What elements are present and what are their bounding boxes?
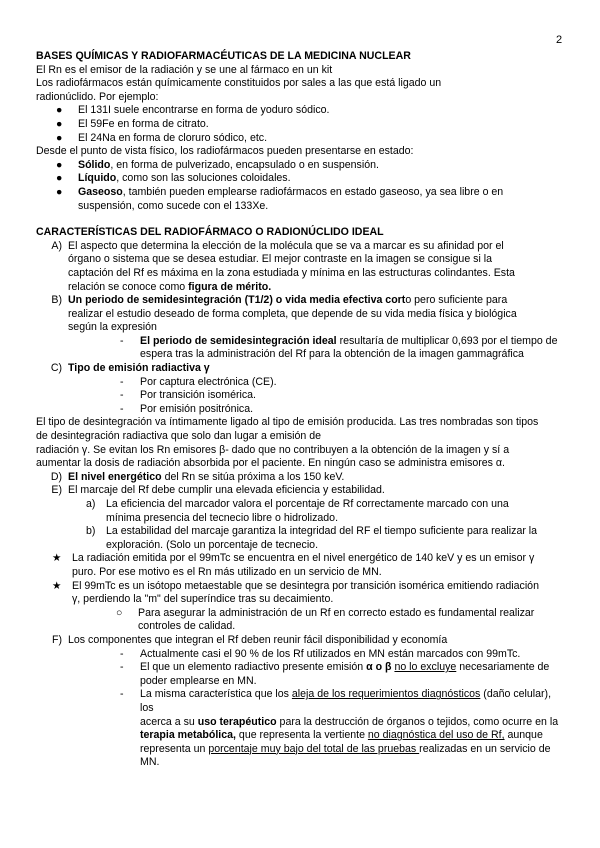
list-item: ★ El 99mTc es un isótopo metaestable que se desintegra por transición isomérica emitiendo radiación γ, perdiendo la "m" del superíndice tras su decaimiento.: [52, 579, 539, 606]
section-title-bases: BASES QUÍMICAS Y RADIOFARMACÉUTICAS DE LA MEDICINA NUCLEAR: [36, 50, 411, 62]
bullet-icon: ●: [56, 172, 63, 185]
section-title-caracteristicas: CARACTERÍSTICAS DEL RADIOFÁRMACO O RADIONÚCLIDO IDEAL: [36, 226, 384, 239]
dash-icon: -: [120, 647, 124, 660]
dash-icon: -: [120, 661, 124, 674]
list-item: ● Sólido, en forma de pulverizado, encapsulado o en suspensión.: [56, 158, 379, 171]
list-item-e: E) El marcaje del Rf debe cumplir una elevada eficiencia y estabilidad.: [51, 484, 385, 497]
list-item-a: A) El aspecto que determina la elección de la molécula que se va a marcar es su afinidad por el órgano o sistema que se desea estudiar. El mejor contraste en la imagen se consigue si la captación del Rf es máxima en la zona estudiada y mínima en las estructuras colindantes. Esta relación se conoce como figura de mérito.: [51, 239, 515, 293]
list-item: - Actualmente casi el 90 % de los Rf utilizados en MN están marcados con 99mTc.: [120, 647, 521, 660]
paragraph: El Rn es el emisor de la radiación y se une al fármaco en un kit: [36, 63, 333, 76]
list-item-c: C) Tipo de emisión radiactiva γ: [50, 362, 210, 375]
bullet-icon: ●: [56, 104, 63, 117]
paragraph: radiación γ. Se evitan los Rn emisores β- dado que no contribuyen a la obtención de la imagen y sí a: [36, 443, 510, 456]
page-number: 2: [556, 34, 563, 46]
list-item: ● Líquido, como son las soluciones coloidales.: [56, 172, 291, 185]
list-item: ● El 131I suele encontrarse en forma de yoduro sódico.: [56, 104, 330, 117]
page-content: [36, 50, 566, 770]
list-item: - La misma característica que los aleja de los requerimientos diagnósticos (daño celular), los acerca a su uso terapéutico para la destrucción de órganos o tejidos, como ocurre en la terapia metabólica, que representa la vertiente no diagnóstica del uso de Rf, aunque representa un porcentaje muy bajo del total de las pruebas realizadas en un servicio de MN.: [120, 688, 559, 769]
dash-icon: -: [120, 402, 124, 415]
list-item-ea: a) La eficiencia del marcador valora el porcentaje de Rf correctamente marcado con una mínima presencia del tecnecio libre o hidrolizado.: [86, 498, 509, 524]
circle-icon: ○: [116, 606, 123, 619]
list-item: - Por transición isomérica.: [120, 389, 256, 402]
dash-icon: -: [120, 334, 124, 347]
list-item-f: F) Los componentes que integran el Rf deben reunir fácil disponibilidad y economía: [52, 633, 448, 646]
list-item: ● El 24Na en forma de cloruro sódico, etc.: [56, 131, 268, 144]
paragraph: Los radiofármacos están químicamente constituidos por sales a las que está ligado un: [36, 77, 442, 90]
list-item-b: B) Un periodo de semidesintegración (T1/2) o vida media efectiva corto pero suficiente para realizar el estudio deseado de forma completa, que depende de su vida media física y biológica según la expresión: [51, 294, 517, 334]
list-item: ● Gaseoso, también pueden emplearse radiofármacos en estado gaseoso, ya sea libre o en suspensión, como sucede con el 133Xe.: [56, 185, 504, 212]
list-item: ● El 59Fe en forma de citrato.: [56, 117, 209, 130]
star-icon: ★: [52, 552, 62, 565]
bullet-icon: ●: [56, 158, 63, 171]
dash-icon: -: [120, 389, 124, 402]
paragraph: El tipo de desintegración va íntimamente ligado al tipo de emisión producida. Las tres nombradas son tipos: [36, 416, 539, 429]
paragraph: Desde el punto de vista físico, los radiofármacos pueden presentarse en estado:: [36, 145, 414, 158]
paragraph: de desintegración radiactiva que solo dan lugar a emisión de: [36, 430, 322, 443]
bullet-icon: ●: [56, 185, 63, 198]
bullet-icon: ●: [56, 117, 63, 130]
list-item: ○ Para asegurar la administración de un Rf en correcto estado es fundamental realizar controles de calidad.: [116, 606, 535, 633]
list-item: - El periodo de semidesintegración ideal resultaría de multiplicar 0,693 por el tiempo de espera tras la administración del Rf para la obtención de la imagen gammagráfica: [120, 334, 558, 361]
star-icon: ★: [52, 579, 62, 592]
bullet-icon: ●: [56, 131, 63, 144]
list-item-d: D) El nivel energético del Rn se sitúa próxima a los 150 keV.: [50, 470, 345, 483]
list-item: - Por captura electrónica (CE).: [120, 375, 277, 388]
paragraph: radionúclido. Por ejemplo:: [36, 90, 159, 103]
paragraph: aumentar la dosis de radiación absorbida por el paciente. En ningún caso se administra emisores α.: [36, 457, 505, 470]
list-item: ★ La radiación emitida por el 99mTc se encuentra en el nivel energético de 140 keV y es un emisor γ puro. Por ese motivo es el Rn más utilizado en un servicio de MN.: [52, 552, 535, 578]
list-item: - El que un elemento radiactivo presente emisión α o β no lo excluye necesariamente de poder emplearse en MN.: [120, 661, 550, 687]
list-item-eb: b) La estabilidad del marcaje garantiza la integridad del RF el tiempo suficiente para realizar la exploración. (Solo un porcentaje de tecnecio.: [86, 525, 538, 551]
dash-icon: -: [120, 688, 124, 701]
dash-icon: -: [120, 375, 124, 388]
list-item: - Por emisión positrónica.: [120, 402, 254, 415]
